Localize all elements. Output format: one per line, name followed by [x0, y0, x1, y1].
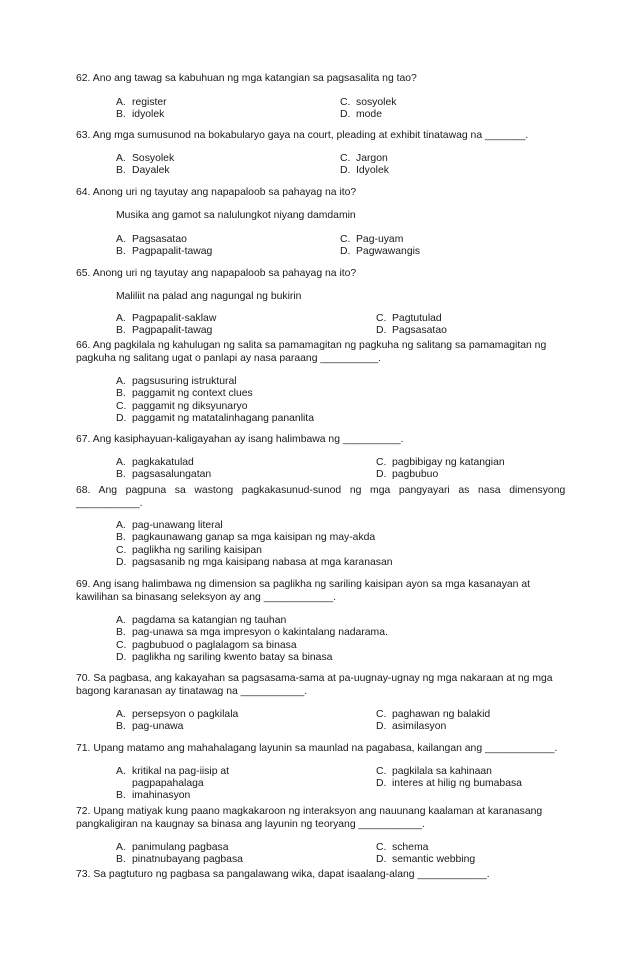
option-68-b: B. pagkaunawang ganap sa mga kaisipan ng may-akda: [116, 532, 376, 543]
option-70-a: A. persepsyon o pagkilala: [116, 709, 239, 720]
question-72-stem-line-2: pangkaligiran na kaugnay sa binasa ang layunin ng teoryang ___________.: [76, 819, 425, 830]
option-62-a: A. register: [116, 97, 167, 108]
option-72-c: C. schema: [376, 842, 429, 853]
option-72-d: D. semantic webbing: [376, 854, 476, 865]
option-67-c: C. pagbibigay ng katangian: [376, 457, 505, 468]
option-62-b: B. idyolek: [116, 109, 165, 120]
option-70-b: B. pag-unawa: [116, 721, 184, 732]
option-69-a: A. pagdama sa katangian ng tauhan: [116, 615, 287, 626]
option-65-c: C. Pagtutulad: [376, 313, 442, 324]
question-65-sentence: Maliliit na palad ang nagungal ng bukirin: [116, 291, 302, 302]
option-66-c: C. paggamit ng diksyunaryo: [116, 401, 248, 412]
option-66-b: B. paggamit ng context clues: [116, 388, 253, 399]
question-68-stem-line-2: ___________.: [76, 498, 143, 509]
option-66-d: D. paggamit ng matatalinhagang pananlita: [116, 413, 314, 424]
option-67-a: A. pagkakatulad: [116, 457, 194, 468]
option-66-a: A. pagsusuring istruktural: [116, 376, 237, 387]
option-69-d: D. paglikha ng sariling kwento batay sa binasa: [116, 652, 333, 663]
option-65-a: A. Pagpapalit-saklaw: [116, 313, 217, 324]
question-66-stem-line-2: pagkuha ng salitang ugat o panlapi ay nasa paraang __________.: [76, 353, 382, 364]
option-71-c: C. pagkilala sa kahinaan: [376, 766, 492, 777]
option-68-d: D. pagsasanib ng mga kaisipang nabasa at mga karanasan: [116, 557, 393, 568]
option-63-d: D. Idyolek: [340, 165, 389, 176]
option-64-d: D. Pagwawangis: [340, 246, 421, 257]
option-69-c: C. pagbubuod o paglalagom sa binasa: [116, 640, 297, 651]
question-73-stem: 73. Sa pagtuturo ng pagbasa sa pangalawang wika, dapat isaalang-alang ____________.: [76, 869, 490, 880]
option-68-a: A. pag-unawang literal: [116, 520, 223, 531]
question-64-stem: 64. Anong uri ng tayutay ang napapaloob sa pahayag na ito?: [76, 187, 357, 198]
option-64-a: A. Pagsasatao: [116, 234, 187, 245]
question-69-stem-line-1: 69. Ang isang halimbawa ng dimension sa paglikha ng sariling kaisipan ayon sa mga kasanayan at: [76, 579, 531, 590]
question-71-stem: 71. Upang matamo ang mahahalagang layunin sa maunlad na pagabasa, kailangan ang ____________.: [76, 743, 558, 754]
question-64-sentence: Musika ang gamot sa nalulungkot niyang damdamin: [116, 210, 356, 221]
option-67-b: B. pagsasalungatan: [116, 469, 212, 480]
question-69-stem-line-2: kawilihan sa binasang seleksyon ay ang ____________.: [76, 592, 336, 603]
option-72-a: A. panimulang pagbasa: [116, 842, 229, 853]
option-65-b: B. Pagpapalit-tawag: [116, 325, 213, 336]
option-62-c: C. sosyolek: [340, 97, 397, 108]
option-71-a-continued: pagpapahalaga: [132, 778, 204, 789]
option-63-c: C. Jargon: [340, 153, 388, 164]
question-72-stem-line-1: 72. Upang matiyak kung paano magkakaroon ng interaksyon ang nauunang kaalaman at karanasang: [76, 806, 543, 817]
option-69-b: B. pag-unawa sa mga impresyon o kakintalang nadarama.: [116, 627, 388, 638]
question-66-stem-line-1: 66. Ang pagkilala ng kahulugan ng salita sa pamamagitan ng pagkuha ng salitang sa pamamagitan ng: [76, 340, 547, 351]
option-70-c: C. paghawan ng balakid: [376, 709, 491, 720]
option-62-d: D. mode: [340, 109, 382, 120]
question-70-stem-line-1: 70. Sa pagbasa, ang kakayahan sa pagsasama-sama at pa-uugnay-ugnay ng mga nakaraan at ng mga: [76, 673, 553, 684]
option-72-b: B. pinatnubayang pagbasa: [116, 854, 243, 865]
option-71-d: D. interes at hilig ng bumabasa: [376, 778, 522, 789]
option-65-d: D. Pagsasatao: [376, 325, 447, 336]
option-67-d: D. pagbubuo: [376, 469, 439, 480]
option-64-b: B. Pagpapalit-tawag: [116, 246, 213, 257]
option-63-a: A. Sosyolek: [116, 153, 175, 164]
option-70-d: D. asimilasyon: [376, 721, 447, 732]
option-63-b: B. Dayalek: [116, 165, 170, 176]
option-68-c: C. paglikha ng sariling kaisipan: [116, 545, 262, 556]
option-71-a: A. kritikal na pag-iisip at: [116, 766, 230, 777]
question-67-stem: 67. Ang kasiphayuan-kaligayahan ay isang halimbawa ng __________.: [76, 434, 404, 445]
option-71-b: B. imahinasyon: [116, 790, 191, 801]
question-62-stem: 62. Ano ang tawag sa kabuhuan ng mga katangian sa pagsasalita ng tao?: [76, 73, 417, 84]
question-65-stem: 65. Anong uri ng tayutay ang napapaloob sa pahayag na ito?: [76, 268, 357, 279]
question-68-stem-line-1: 68. Ang pagpuna sa wastong pagkakasunud-sunod ng mga pangyayari as nasa dimensyong: [76, 485, 566, 496]
question-63-stem: 63. Ang mga sumusunod na bokabularyo gaya na court, pleading at exhibit tinatawag na _______.: [76, 130, 529, 141]
option-64-c: C. Pag-uyam: [340, 234, 404, 245]
question-70-stem-line-2: bagong karanasan ay tinatawag na ___________.: [76, 686, 308, 697]
